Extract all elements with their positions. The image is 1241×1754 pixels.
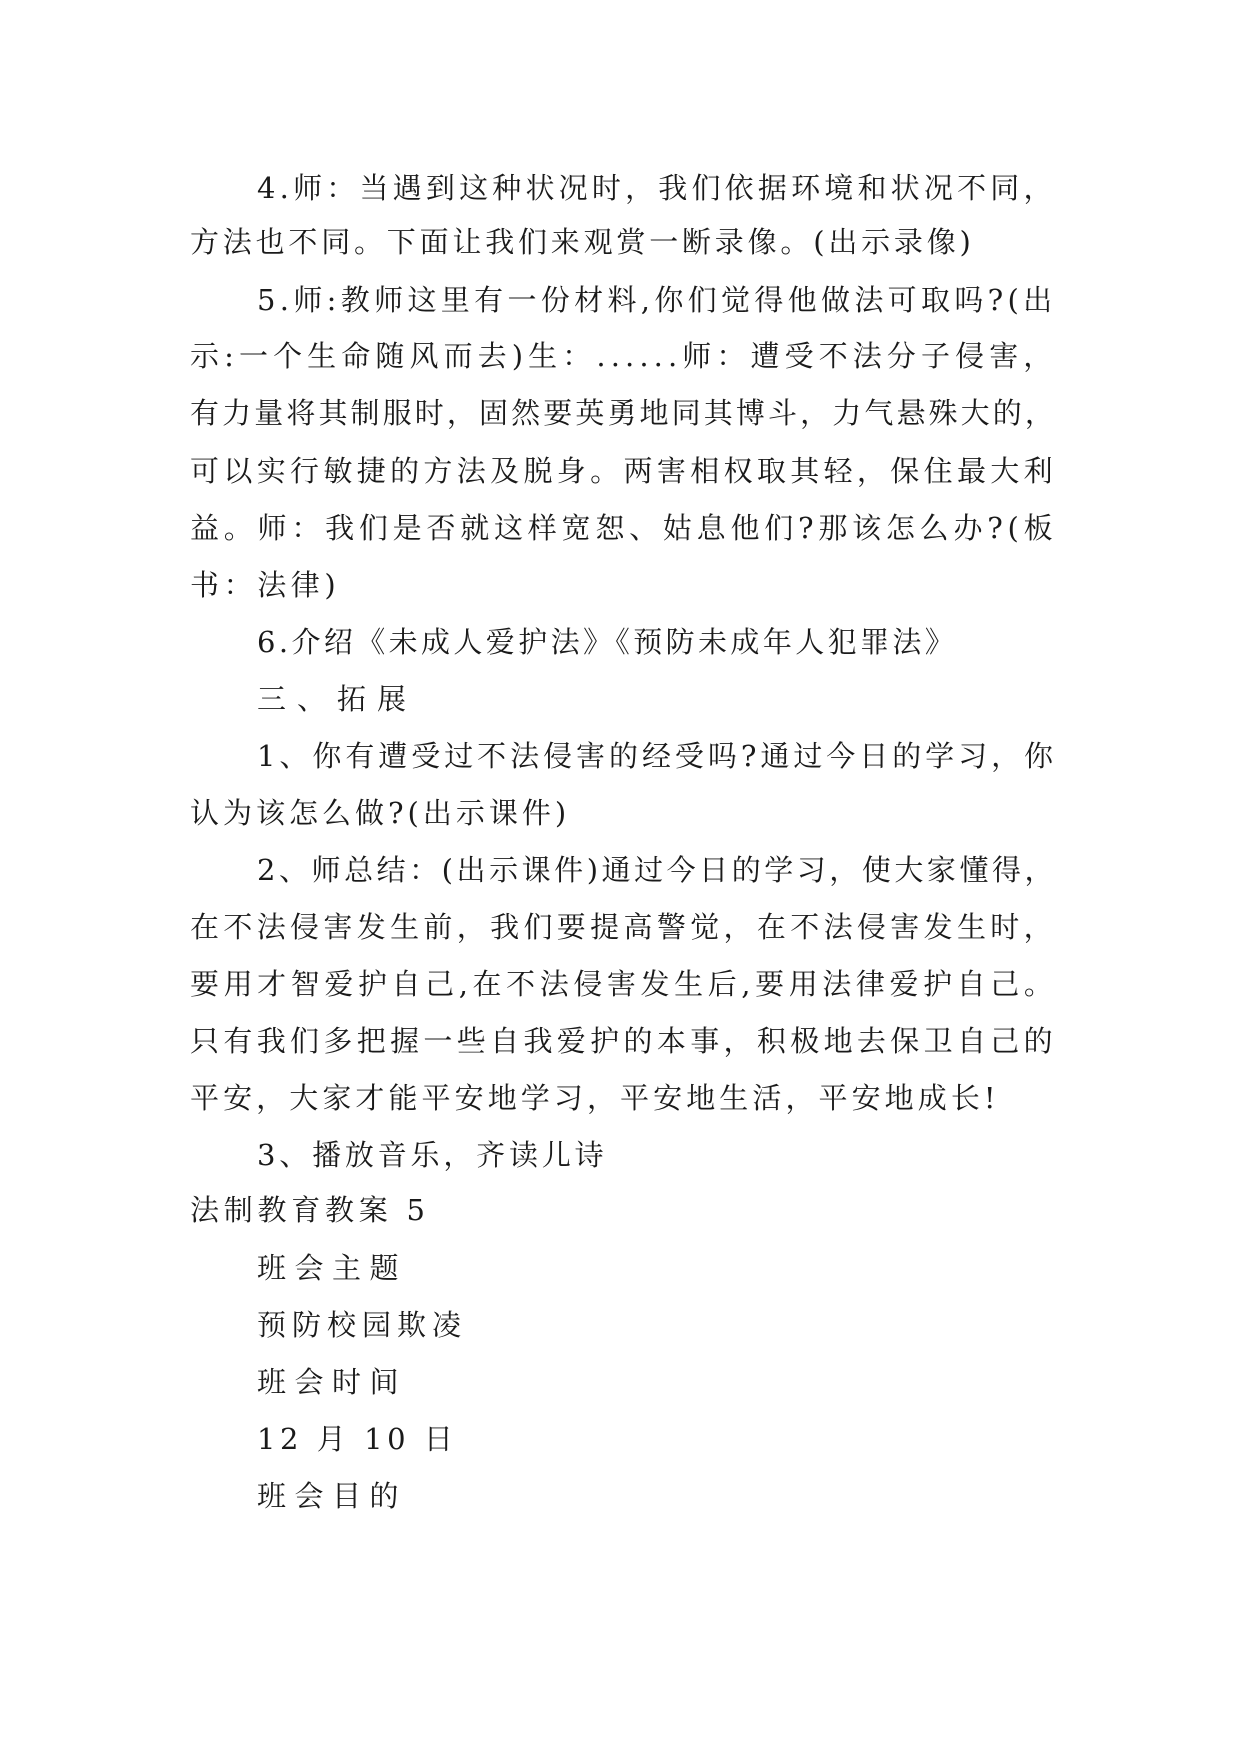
text-line: 有力量将其制服时，固然要英勇地同其博斗，力气悬殊大的， [190, 396, 1058, 430]
field-label: 班会主题 [257, 1251, 408, 1285]
field-value: 预防校园欺凌 [257, 1308, 468, 1342]
section-heading: 三、拓展 [257, 682, 418, 716]
text-line: 1、你有遭受过不法侵害的经受吗?通过今日的学习，你 [257, 739, 1057, 773]
text-line: 示:一个生命随风而去)生：......师：遭受不法分子侵害， [190, 339, 1058, 373]
field-value: 12 月 10 日 [257, 1422, 458, 1456]
text-line: 益。师：我们是否就这样宽恕、姑息他们?那该怎么办?(板 [190, 511, 1058, 545]
text-line: 要用才智爱护自己,在不法侵害发生后,要用法律爱护自己。 [190, 967, 1058, 1001]
field-label: 班会时间 [257, 1365, 408, 1399]
section-title: 法制教育教案 5 [190, 1193, 430, 1227]
text-line: 可以实行敏捷的方法及脱身。两害相权取其轻，保住最大利 [190, 454, 1058, 488]
text-line: 5.师:教师这里有一份材料,你们觉得他做法可取吗?(出 [257, 283, 1057, 317]
text-line: 4.师：当遇到这种状况时，我们依据环境和状况不同， [257, 171, 1057, 205]
text-line: 6.介绍《未成人爱护法》《预防未成年人犯罪法》 [257, 625, 958, 659]
text-line: 3、播放音乐，齐读儿诗 [257, 1138, 608, 1172]
text-line: 书：法律) [190, 568, 341, 602]
text-line: 平安，大家才能平安地学习，平安地生活，平安地成长! [190, 1081, 1000, 1115]
text-line: 方法也不同。下面让我们来观赏一断录像。(出示录像) [190, 225, 975, 259]
text-line: 在不法侵害发生前，我们要提高警觉，在不法侵害发生时， [190, 910, 1058, 944]
field-label: 班会目的 [257, 1479, 408, 1513]
text-line: 2、师总结：(出示课件)通过今日的学习，使大家懂得， [257, 853, 1058, 887]
text-line: 只有我们多把握一些自我爱护的本事，积极地去保卫自己的 [190, 1024, 1058, 1058]
text-line: 认为该怎么做?(出示课件) [190, 796, 571, 830]
